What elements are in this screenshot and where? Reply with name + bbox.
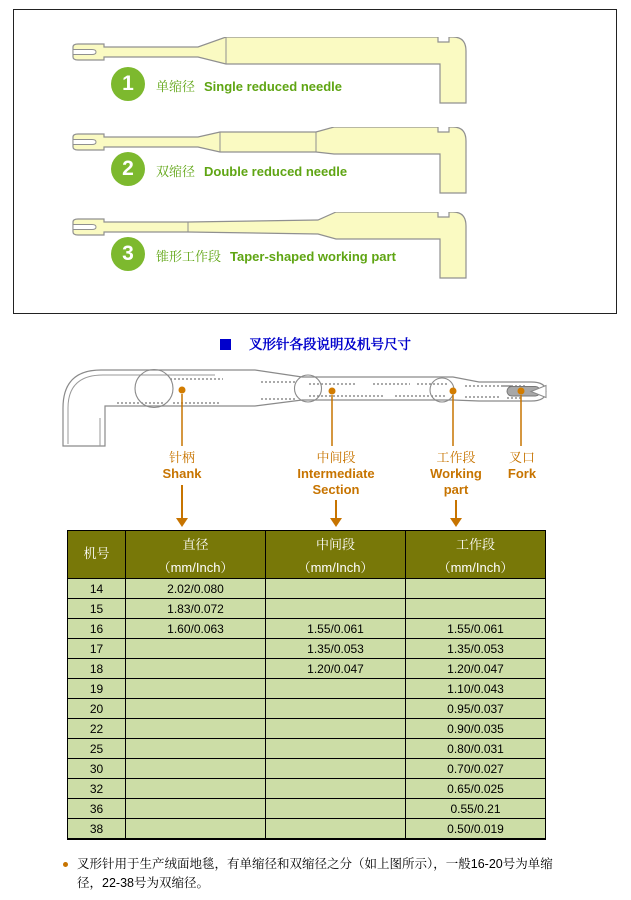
footnote-text: 叉形针用于生产绒面地毯，有单缩径和双缩径之分（如上图所示），一般16-20号为单缩径，22-38号为双缩径。 — [77, 857, 553, 891]
value-cell: 1.83/0.072 — [126, 599, 266, 619]
table-row — [68, 579, 546, 599]
gauge-cell: 16 — [68, 619, 126, 639]
arrow-to-working-column — [450, 500, 462, 527]
part-label-en: Shank — [162, 466, 202, 481]
value-cell — [126, 779, 266, 799]
callout-dot — [450, 388, 457, 395]
part-label-shank — [122, 450, 242, 482]
value-cell — [266, 699, 406, 719]
arrowhead-icon — [330, 518, 342, 527]
section-title-text: 叉形针各段说明及机号尺寸 — [249, 337, 411, 352]
table-row — [68, 639, 546, 659]
needle-types-panel — [13, 9, 617, 314]
value-cell: 0.95/0.037 — [406, 699, 546, 719]
value-cell: 1.55/0.061 — [406, 619, 546, 639]
value-cell: 1.60/0.063 — [126, 619, 266, 639]
footnote — [63, 855, 568, 894]
needle-type-zh: 双缩径 — [156, 164, 196, 179]
callout-dot — [329, 388, 336, 395]
fork-slot — [73, 225, 96, 230]
value-cell: 1.35/0.053 — [406, 639, 546, 659]
part-label-zh: 叉口 — [508, 450, 535, 465]
value-cell: 1.20/0.047 — [266, 659, 406, 679]
value-cell — [406, 579, 546, 599]
gauge-cell: 36 — [68, 799, 126, 819]
gauge-cell: 18 — [68, 659, 126, 679]
section-title — [0, 333, 631, 353]
header-gauge: 机号 — [68, 531, 126, 579]
value-cell — [406, 599, 546, 619]
part-label-en: Working — [430, 466, 482, 481]
part-label-en2: Section — [312, 482, 360, 497]
table-row — [68, 599, 546, 619]
value-cell — [126, 799, 266, 819]
part-label-zh: 针柄 — [168, 450, 195, 465]
needle-type-en: Taper-shaped working part — [230, 249, 396, 264]
value-cell: 0.90/0.035 — [406, 719, 546, 739]
part-label-en: Fork — [507, 466, 537, 481]
value-cell: 1.35/0.053 — [266, 639, 406, 659]
value-cell: 0.65/0.025 — [406, 779, 546, 799]
needle-type-label-2 — [156, 161, 347, 180]
table-row — [68, 719, 546, 739]
value-cell — [266, 739, 406, 759]
value-cell: 0.55/0.21 — [406, 799, 546, 819]
gauge-cell: 25 — [68, 739, 126, 759]
table-row — [68, 799, 546, 819]
table-body — [68, 579, 546, 840]
value-cell: 1.10/0.043 — [406, 679, 546, 699]
gauge-cell: 32 — [68, 779, 126, 799]
value-cell — [126, 819, 266, 840]
gauge-cell: 20 — [68, 699, 126, 719]
value-cell — [266, 779, 406, 799]
part-label-intermediate — [276, 450, 396, 498]
needle-type-label-3 — [156, 246, 396, 265]
gauge-cell: 30 — [68, 759, 126, 779]
value-cell: 0.50/0.019 — [406, 819, 546, 840]
value-cell — [126, 739, 266, 759]
diagram-needle-body — [63, 370, 546, 446]
gauge-cell: 15 — [68, 599, 126, 619]
table-row — [68, 779, 546, 799]
spec-table — [67, 530, 546, 840]
value-cell — [126, 679, 266, 699]
value-cell — [266, 679, 406, 699]
fork-slot — [73, 50, 96, 55]
part-label-zh: 工作段 — [436, 450, 476, 465]
needle-type-zh: 单缩径 — [156, 79, 196, 94]
table-row — [68, 679, 546, 699]
value-cell — [126, 639, 266, 659]
arrow-to-diameter-column — [176, 485, 188, 527]
header-diameter: 直径 （mm/Inch） — [126, 531, 266, 579]
arrowhead-icon — [450, 518, 462, 527]
bullet-square-icon — [220, 339, 231, 350]
value-cell — [126, 659, 266, 679]
callout-dot — [179, 387, 186, 394]
table-header-row — [68, 531, 546, 579]
table-row — [68, 759, 546, 779]
needle-type-en: Double reduced needle — [204, 164, 348, 179]
fork-slot — [73, 140, 96, 145]
value-cell: 1.55/0.061 — [266, 619, 406, 639]
table-row — [68, 699, 546, 719]
table-row — [68, 819, 546, 840]
value-cell: 1.20/0.047 — [406, 659, 546, 679]
gauge-cell: 14 — [68, 579, 126, 599]
number-badge-3: 3 — [111, 237, 145, 271]
callout-dot — [518, 388, 525, 395]
gauge-cell: 38 — [68, 819, 126, 840]
value-cell — [266, 579, 406, 599]
number-badge-2: 2 — [111, 152, 145, 186]
table-row — [68, 659, 546, 679]
part-label-en2: part — [443, 482, 469, 497]
value-cell: 2.02/0.080 — [126, 579, 266, 599]
header-working: 工作段 （mm/Inch） — [406, 531, 546, 579]
value-cell — [266, 719, 406, 739]
value-cell — [266, 599, 406, 619]
value-cell — [266, 819, 406, 840]
needle-type-label-1 — [156, 76, 342, 95]
part-label-zh: 中间段 — [316, 450, 356, 465]
needle-parts-diagram — [55, 358, 560, 450]
value-cell — [126, 699, 266, 719]
arrowhead-icon — [176, 518, 188, 527]
bullet-dot-icon — [63, 855, 77, 894]
number-badge-1: 1 — [111, 67, 145, 101]
part-label-en: Intermediate — [297, 466, 375, 481]
value-cell — [266, 759, 406, 779]
arrow-to-intermediate-column — [330, 500, 342, 527]
table-row — [68, 619, 546, 639]
value-cell — [266, 799, 406, 819]
gauge-cell: 22 — [68, 719, 126, 739]
value-cell: 0.80/0.031 — [406, 739, 546, 759]
gauge-cell: 19 — [68, 679, 126, 699]
value-cell: 0.70/0.027 — [406, 759, 546, 779]
value-cell — [126, 719, 266, 739]
header-intermediate: 中间段 （mm/Inch） — [266, 531, 406, 579]
table-row — [68, 739, 546, 759]
needle-type-en: Single reduced needle — [204, 79, 343, 94]
part-label-fork — [462, 450, 582, 482]
value-cell — [126, 759, 266, 779]
gauge-cell: 17 — [68, 639, 126, 659]
needle-type-zh: 锥形工作段 — [156, 249, 222, 264]
